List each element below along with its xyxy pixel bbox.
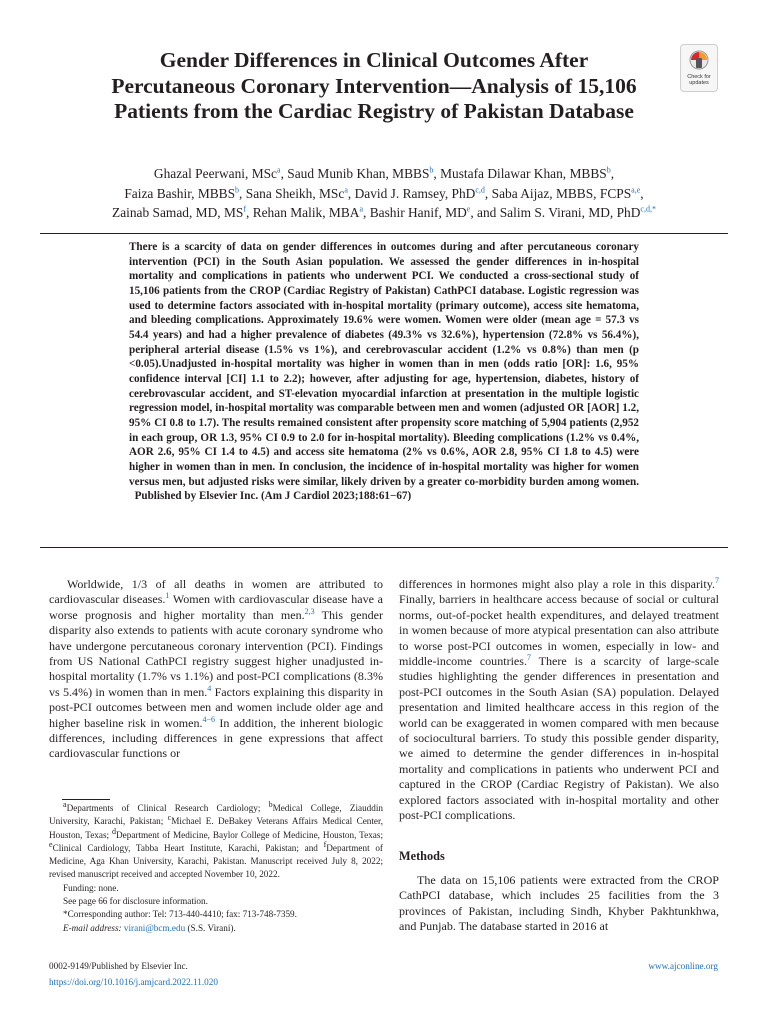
citation-link[interactable]: 7 bbox=[526, 653, 531, 663]
author: Faiza Bashir, MBBS$^b$, bbox=[124, 185, 246, 201]
footer-left bbox=[49, 958, 218, 990]
author: Bashir Hanif, MDe, and bbox=[369, 204, 500, 220]
methods-heading: Methods bbox=[399, 848, 445, 863]
issn-text: 0002-9149/Published by Elsevier Inc. bbox=[49, 961, 188, 971]
affiliation-text: $^a$Departments of Clinical Research Cardiology; $^b$Medical College, Ziauddin University, Karachi, Pakistan; $^c$Michael E. DeBakey Veterans Affairs Medical Center, Houston, Texas; $^d$Department of Medicine, Baylor College of Medicine, Houston, Texas; $^e$Clinical Cardiology, Tabba Heart Institute, Karachi, Pakistan; and $^f$Department of Medicine, Aga Khan University, Karachi, Pakistan. Manuscript received July 8, 2022; revised manuscript received and accepted November 10, 2022. bbox=[49, 799, 384, 880]
abstract-top-rule bbox=[40, 233, 728, 234]
journal-website-link[interactable]: www.ajconline.org bbox=[648, 961, 718, 971]
intro-paragraph-1: Worldwide, 1/3 of all deaths in women are attributed to cardiovascular diseases.$^1$ Women with cardiovascular disease have a worse prognosis and higher mortality than men.$^{2,3}$ This gender disparity also extends to patients with acute coronary syndrome who have undergone percutaneous coronary intervention (PCI). Findings from US National CathPCI registry suggest higher unadjusted in-hospital mortality (1.7% vs 1.1%) and post-PCI complications (8.3% vs 5.4%) in women than in men.$^4$ Factors explaining this disparity in post-PCI outcomes between men and women include older age and higher baseline risk in women.$^{4-6}$ In addition, the inherent biologic differences, including differences in gene expressions that affect cardiovascular functions or bbox=[49, 577, 383, 761]
citation-link[interactable]: 4 bbox=[207, 683, 212, 693]
body-left-column bbox=[49, 577, 383, 762]
author: Zainab Samad, MD, $MS^f$, bbox=[112, 204, 253, 220]
author: Sana Sheikh, MSc$^a$, bbox=[245, 185, 355, 201]
abstract-bottom-rule bbox=[40, 547, 728, 548]
body-right-column bbox=[399, 577, 719, 935]
methods-paragraph: The data on 15,106 patients were extracted from the CROP CathPCI database, which includes 25 facilities from the 3 provinces of Pakistan, including Sindh, Khyber Pakhtunkhwa, and Punjab. The database started in 2016 at bbox=[399, 872, 719, 934]
author: Mustafa Dilawar Khan, MBBS$^b$, bbox=[440, 165, 615, 181]
citation-link[interactable]: 2,3 bbox=[304, 606, 315, 616]
author: Rehan Malik, MBA$^a$, bbox=[252, 204, 370, 220]
affiliations-footnote bbox=[49, 799, 384, 935]
check-for-updates-icon bbox=[688, 49, 710, 73]
corresponding-author-note: *Corresponding author: Tel: 713-440-4410; fax: 713-748-7359. bbox=[63, 909, 297, 920]
email-link[interactable]: virani@bcm.edu bbox=[123, 922, 186, 933]
disclosure-note: See page 66 for disclosure information. bbox=[63, 896, 208, 907]
citation-link[interactable]: 1 bbox=[165, 591, 170, 601]
author: David J. Ramsey, PhD$^{c,d}$, bbox=[354, 185, 492, 201]
funding-note: Funding: none. bbox=[63, 882, 119, 893]
author: Saud Munib Khan, MBBS$^b$, bbox=[287, 165, 441, 181]
article-title: Gender Differences in Clinical Outcomes After Percutaneous Coronary Intervention—Analysis of 15,106 Patients from the Cardiac Registry of Pakistan Database bbox=[111, 48, 637, 123]
author: Ghazal Peerwani, MSc$^a$, bbox=[153, 165, 288, 181]
citation-link[interactable]: 7 bbox=[715, 575, 719, 585]
email-note: E-mail address: virani@bcm.edu (S.S. Virani). bbox=[63, 922, 236, 933]
author: Saba Aijaz, MBBS, FCPS$^{a,e}$, bbox=[491, 185, 644, 201]
badge-line-2: updates bbox=[689, 80, 709, 86]
badge-line-1: Check for bbox=[687, 74, 711, 80]
check-for-updates-badge[interactable] bbox=[680, 44, 718, 92]
doi-link[interactable]: https://doi.org/10.1016/j.amjcard.2022.11.020 bbox=[49, 977, 218, 987]
author-list bbox=[40, 164, 728, 223]
footnote-rule bbox=[62, 799, 110, 800]
citation-link[interactable]: 4−6 bbox=[202, 714, 216, 724]
abstract: There is a scarcity of data on gender differences in outcomes during and after percutaneous coronary intervention (PCI) in the South Asian population. We assessed the gender differences in in-hospital mortality and complications in patients who underwent PCI. We conducted a cross-sectional study of 15,106 patients from the CROP (Cardiac Registry of Pakistan) CathPCI database. Logistic regression was used to determine factors associated with in-hospital mortality (primary outcome), access site hematoma, and bleeding complications. Approximately 19.6% were women. Women were older (mean age = 57.3 vs 54.4 years) and had a higher prevalence of diabetes (49.3% vs 32.6%), hypertension (72.8% vs 56.4%), peripheral arterial disease (1.5% vs 1%), and cerebrovascular accident (1.2% vs 0.8%) than men (p <0.05).Unadjusted in-hospital mortality was higher in women than in men (odds ratio [OR]: 1.6, 95% confidence interval [CI] 1.1 to 2.2); however, after adjusting for age, hypertension, diabetes, history of cerebrovascular accident, and ST-elevation myocardial infarction at presentation in the multiple logistic regression model, in-hospital mortality was comparable between men and women (adjusted OR [AOR] 1.2, 95% CI 0.8 to 1.7). The results remained consistent after propensity score matching of 5,904 patients (2,952 in each group, OR 1.3, 95% CI 0.9 to 2.0 for in-hospital mortality). Bleeding complications (1.2% vs 0.4%, AOR 2.6, 95% CI 1.4 to 4.5) and access site hematoma (2% vs 0.6%, AOR 2.8, 95% CI 1.8 to 4.5) were higher in women than in men. In conclusion, the incidence of in-hospital mortality was higher for women versus men, but adjusted risks were similar, likely driven by a greater co-morbidity burden among women. Published by Elsevier Inc. (Am J Cardiol 2023;188:61−67) bbox=[129, 241, 639, 503]
author: Salim S. Virani, MD, PhD$^{c,d,*}$ bbox=[499, 204, 656, 220]
intro-paragraph-cont: differences in hormones might also play a role in this disparity.$^7$ Finally, barriers in healthcare access because of social or cultural norms, out-of-pocket health expenditures, and delayed treatment in women because of more atypical presentation can also attribute to worse post-PCI outcomes in women, especially in low- and middle-income countries.$^7$ There is a scarcity of large-scale studies highlighting the gender differences in presentation and post-PCI outcomes in the South Asian (SA) population. Delayed presentation and limited healthcare access in this region of the world can be exaggerated in women compared with men because of sociocultural barriers. To study this possible gender disparity, we aimed to determine the gender differences in in-hospital mortality and complications in patients who underwent PCI and captured in the CROP (Cardiac Registry of Pakistan). We also explored factors associated with in-hospital mortality and other post-PCI complications. bbox=[399, 575, 719, 823]
